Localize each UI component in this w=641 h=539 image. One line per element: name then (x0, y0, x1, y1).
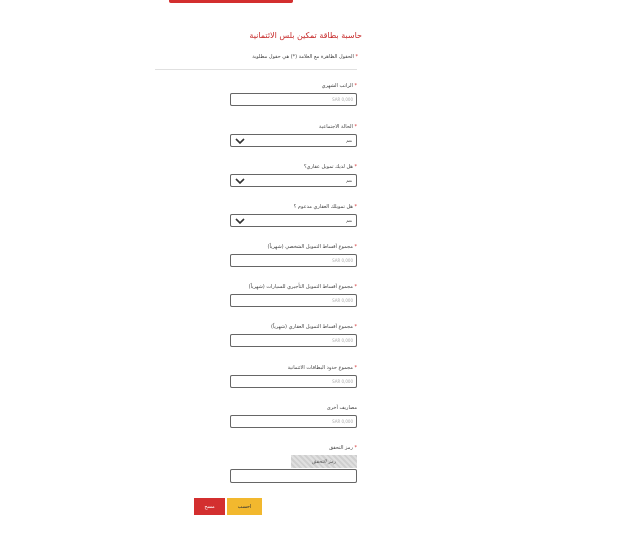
top-accent-bar (169, 0, 293, 3)
field-personal-finance-installments (230, 243, 357, 267)
field-monthly-salary (230, 82, 357, 106)
real-estate-financing-select[interactable] (230, 174, 357, 187)
calculate-button[interactable]: احسب (227, 498, 262, 515)
field-label: * الراتب الشهري (321, 83, 357, 89)
personal-finance-input[interactable] (230, 254, 357, 267)
field-captcha (230, 444, 357, 468)
subsidized-financing-select[interactable] (230, 214, 357, 227)
required-note-text: الحقول الظاهرة مع العلامة (*) هي حقول مطلوبة (252, 54, 354, 60)
other-expenses-input[interactable] (230, 415, 357, 428)
chevron-down-icon (235, 136, 245, 146)
select-value: نعم (346, 218, 352, 223)
form-divider (155, 69, 357, 70)
marital-status-select[interactable] (230, 134, 357, 147)
form-title: حاسبة بطاقة تمكين بلس الائتمانية (249, 31, 362, 40)
input-placeholder: SAR 0,000 (332, 258, 353, 263)
captcha-input[interactable] (230, 469, 357, 483)
chevron-down-icon (235, 216, 245, 226)
mortgage-input[interactable] (230, 334, 357, 347)
field-mortgage-installments (230, 323, 357, 347)
monthly-salary-input[interactable] (230, 93, 357, 106)
field-subsidized-financing (230, 203, 357, 227)
select-value: نعم (346, 178, 352, 183)
input-placeholder: SAR 0,000 (332, 379, 353, 384)
field-other-expenses (230, 404, 357, 428)
field-credit-card-limits (230, 364, 357, 388)
select-value: نعم (346, 138, 352, 143)
field-label: * هل لديك تمويل عقاري؟ (303, 164, 357, 170)
required-fields-note (252, 54, 358, 60)
input-placeholder: SAR 0,000 (332, 419, 353, 424)
field-auto-lease-installments (230, 283, 357, 307)
input-placeholder: SAR 0,000 (332, 298, 353, 303)
auto-lease-input[interactable] (230, 294, 357, 307)
chevron-down-icon (235, 176, 245, 186)
clear-button[interactable]: مسح (194, 498, 225, 515)
credit-card-limits-input[interactable] (230, 375, 357, 388)
required-asterisk: * (355, 54, 358, 60)
field-label: * مجموع أقساط التمويل العقاري (شهرياً) (270, 324, 357, 330)
field-label: * مجموع أقساط التمويل التأجيري للسيارات (شهرياً) (248, 284, 357, 290)
field-label: * رمز التحقق (329, 445, 357, 451)
captcha-image: رمز التحقق (291, 455, 357, 468)
input-placeholder: SAR 0,000 (332, 338, 353, 343)
field-label: مصاريف أخرى (326, 405, 357, 411)
field-label: * مجموع حدود البطاقات الائتمانية (287, 365, 357, 371)
field-marital-status (230, 123, 357, 147)
field-label: * الحالة الاجتماعية (319, 124, 357, 130)
input-placeholder: SAR 0,000 (332, 97, 353, 102)
field-label: * مجموع أقساط التمويل الشخصي (شهرياً) (267, 244, 357, 250)
field-real-estate-financing (230, 163, 357, 187)
field-label: * هل تمويلك العقاري مدعوم ؟ (293, 204, 357, 210)
